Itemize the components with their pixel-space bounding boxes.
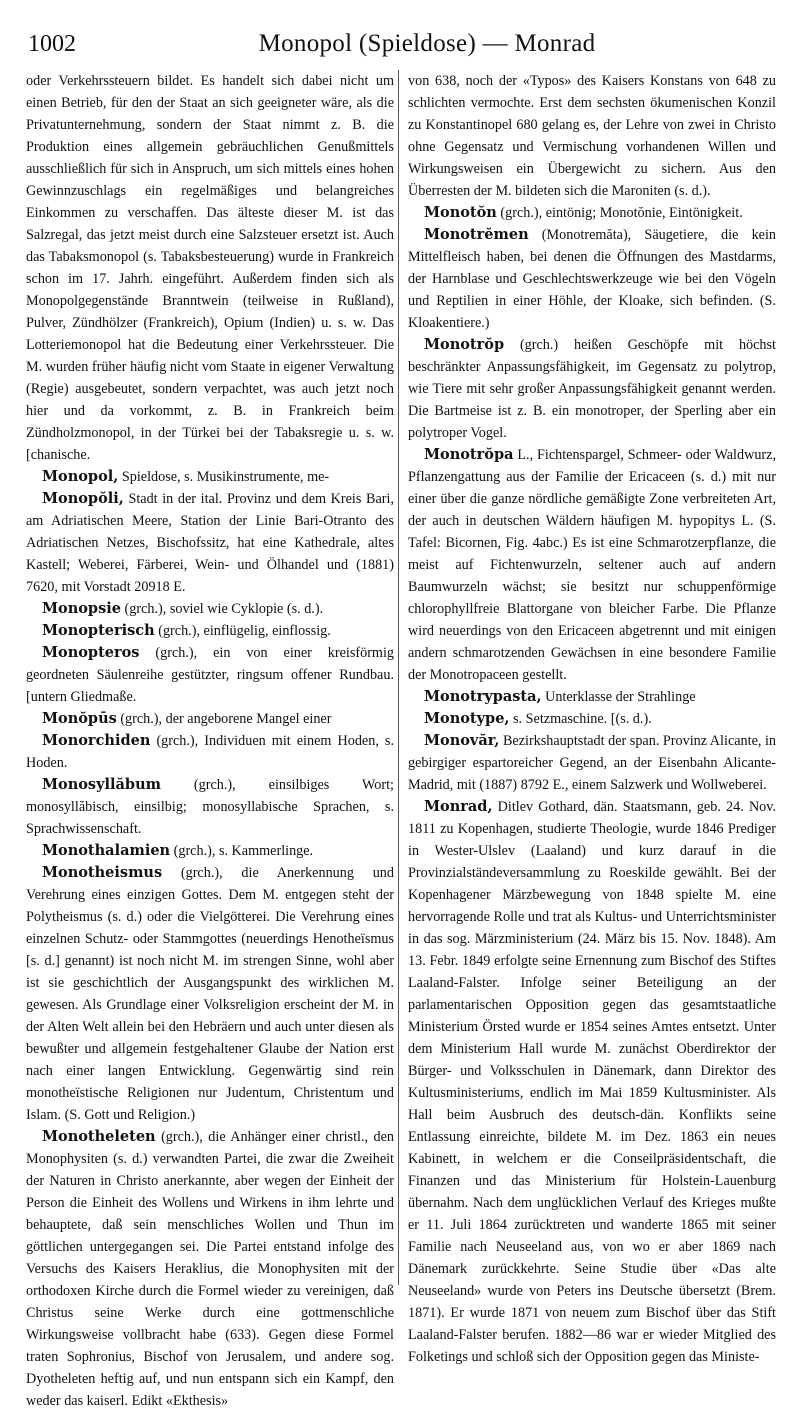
entry-text: (grch.), einflügelig, einflossig. <box>154 623 331 639</box>
entry-headword: Monrad, <box>424 798 493 815</box>
dictionary-entry <box>408 796 776 1368</box>
left-column <box>26 70 394 1412</box>
dictionary-entry <box>408 202 776 224</box>
entry-text: von 638, noch der «Typos» des Kaisers Konstans von 648 zu schlichten vermochte. Erst dem sechsten ökumenischen Konzil zu Konstantinopel 680 gelang es, der Lehre von zwei in Christo ohne Gegensatz und Vermischung vorhandenen Willen und Wirkungsweisen ein Übergewicht zu sichern. Aus den Überresten der M. bildeten sich die Maroniten (s. d.). <box>408 73 776 199</box>
dictionary-entry <box>26 620 394 642</box>
dictionary-entry <box>26 862 394 1126</box>
entry-text: Spieldose, s. Musikinstrumente, me- <box>118 469 330 485</box>
dictionary-entry <box>26 488 394 598</box>
entry-headword: Monotrŏpa <box>424 446 514 463</box>
page-number: 1002 <box>28 31 76 57</box>
dictionary-entry <box>26 642 394 708</box>
entry-headword: Monopsie <box>42 600 121 617</box>
entry-text: (grch.), Individuen mit einem Hoden, s. Hoden. <box>26 733 394 771</box>
entry-text: Ditlev Gothard, dän. Staatsmann, geb. 24. Nov. 1811 zu Kopenhagen, studierte Theologie, wurde 1846 Prediger in Wester-Ulslev (Laaland) und kurz darauf in die Provinzialständeversammlung zu Roeskilde gewählt. Bei der Kopenhagener Märzbewegung von 1848 spielte M. eine hervorragende Rolle und trat als Kultus- und Unterrichtsminister in das sog. Märzministerium (24. März bis 15. Nov. 1848). Am 13. Febr. 1849 erfolgte seine Ernennung zum Bischof des Stiftes Laaland-Falster. Infolge seiner Beteiligung an der parlamentarischen Opposition gegen das gesamtstaatliche Ministerium Örsted wurde er 1854 seines Amtes entsetzt. Unter dem Ministerium Hall wurde M. zunächst Oberdirektor der Bürger- und Volksschulen in Dänemark, dann Direktor des Kultusministeriums, endlich im Mai 1859 Kultusminister. Als Hall beim Ausbruch des deutsch-dän. Konflikts seine Entlassung einreichte, bildete M. im Dez. 1863 ein neues Kabinett, in welchem er die Conseilpräsidentschaft, die Finanzen und das Ministerium für Holstein-Lauenburg übernahm. Nach dem unglücklichen Verlauf des Krieges mußte er 11. Juli 1864 zurücktreten und wanderte 1865 mit seiner Familie nach Neuseeland aus, von wo er aber 1869 nach Dänemark zurückkehrte. Seine Studie über «Das alte Neuseeland» wurde von Peters ins Deutsche übersetzt (Brem. 1871). Er wurde 1871 von neuem zum Bischof über das Stift Laaland-Falster berufen. 1882—86 war er wieder Mitglied des Folketings und schloß sich der Opposition gegen das Ministe- <box>408 799 776 1365</box>
page-header <box>28 30 778 66</box>
entry-headword: Monotheleten <box>42 1128 156 1145</box>
entry-text: (grch.), soviel wie Cyklopie (s. d.). <box>120 601 324 617</box>
entry-text: oder Verkehrssteuern bildet. Es handelt sich dabei nicht um einen Betrieb, für den der Staat an sich geeigneter wäre, als die Privatunternehmung, sondern der Staat nimmt z. B. die Produktion eines allgemein gebräuchlichen Genußmittels ausschließlich für sich in Anspruch, um sich mittels eines hohen Gewinnzuschlags ein regelmäßiges und belangreiches Einkommen zu verschaffen. Das älteste dieser M. ist das Salzregal, das jetzt meist durch eine Salzsteuer ersetzt ist. Auch das Tabaksmonopol (s. Tabaksbesteuerung) wurde in Frankreich schon im 17. Jahrh. eingeführt. Außerdem finden sich als Monopolgegenstände Branntwein (teilweise in Rußland), Pulver, Zündhölzer (Frankreich), Opium (Indien) u. s. w. Das Lotteriemonopol hat die Bedeutung einer Verkehrssteuer. Die M. wurden früher häufig nicht vom Staate in eigener Verwaltung (Regie) ausgebeutet, sondern verpachtet, was auch jetzt noch hier und da vorkommt, z. B. in Frankreich beim Zündholzmonopol, in der Türkei bei der Tabaksregie u. s. w. [chanische. <box>26 73 394 463</box>
dictionary-entry <box>26 708 394 730</box>
entry-text: s. Setzmaschine. [(s. d.). <box>509 711 652 727</box>
dictionary-entry <box>26 730 394 774</box>
entry-headword: Monotrŏp <box>424 336 505 353</box>
entry-text: (grch.), s. Kammerlinge. <box>170 843 314 859</box>
entry-headword: Monopterisch <box>42 622 155 639</box>
entry-text: (grch.), der angeborene Mangel einer <box>116 711 332 727</box>
entry-headword: Monopŏli, <box>42 490 124 507</box>
entry-headword: Monovăr, <box>424 732 500 749</box>
running-title: Monopol (Spieldose) — Monrad <box>258 30 596 57</box>
dictionary-entry <box>408 708 776 730</box>
dictionary-entry <box>26 466 394 488</box>
dictionary-entry <box>26 1126 394 1412</box>
entry-text: Bezirkshauptstadt der span. Provinz Alicante, in gebirgiger espartoreicher Gegend, an der Eisenbahn Alicante-Madrid, mit (1887) 8792 E., einem Salzwerk und Wollweberei. <box>408 733 776 793</box>
entry-headword: Monotrĕmen <box>424 226 529 243</box>
column-divider <box>398 70 399 1285</box>
entry-headword: Monŏpūs <box>42 710 117 727</box>
entry-text: (grch.), eintönig; Monotŏnie, Eintönigkeit. <box>496 205 743 221</box>
dictionary-entry <box>26 774 394 840</box>
entry-text: L., Fichtenspargel, Schmeer- oder Waldwurz, Pflanzengattung aus der Familie der Ericaceen (s. d.) mit nur einer über die ganze nördliche gemäßigte Zone verbreiteten Art, der auch in deutschen Wäldern häufigen M. hypopitys L. (S. Tafel: Bicornen, Fig. 4abc.) Es ist eine Schmarotzerpflanze, die meist auf Fichtenwurzeln, seltener auch auf andern Baumwurzeln wächst; sie besitzt nur schuppenförmige chlorophyllfreie Blattorgane von bleicher Farbe. Die Pflanze wird neuerdings von den Ericaceen abgetrennt und mit einigen andern schmarotzenden Gewächsen in eine besondere Familie der Monotropaceen gestellt. <box>408 447 776 683</box>
entry-headword: Monothalamien <box>42 842 171 859</box>
dictionary-entry <box>26 70 394 466</box>
entry-text: Stadt in der ital. Provinz und dem Kreis Bari, am Adriatischen Meere, Station der Linie Bari-Otranto des Adriatischen Netzes, Bischofssitz, hat eine Kathedrale, altes Kastell; Weberei, Färberei, Wein- und Ölhandel und (1881) 7620, mit Vorstadt 20918 E. <box>26 491 394 595</box>
entry-text: (Monotremăta), Säugetiere, die kein Mittelfleisch haben, bei denen die Öffnungen des Mastdarms, der Harnblase und Geschlechtswerkzeuge wie bei den Vögeln und Reptilien in einer Höhle, der Kloake, sich befinden. (S. Kloakentiere.) <box>408 227 776 331</box>
entry-headword: Monotŏn <box>424 204 497 221</box>
dictionary-entry <box>408 444 776 686</box>
entry-text: (grch.), die Anhänger einer christl., den Monophysiten (s. d.) verwandten Partei, die zwar die Zweiheit der Naturen in Christo anerkannte, aber wegen der Einheit der Person die Einheit des Wollens und Wirkens in ihm lehrte und behauptete, daß sein menschliches Wollen und Thun im göttlichen untergegangen sei. Die Partei entstand infolge des Versuchs des Kaisers Heraklius, die Monophysiten mit der orthodoxen Kirche durch die Formel wieder zu vereinigen, daß Christus seine Werke durch eine gottmenschliche Wirkungsweise vollbracht habe (633). Gegen diese Formel traten Sophronius, Bischof von Jerusalem, und andere sog. Dyotheleten heftig auf, und nun entspann sich ein Kampf, den weder das kaiserl. Edikt «Ekthesis» <box>26 1129 394 1409</box>
entry-text: Unterklasse der Strahlinge <box>541 689 696 705</box>
entry-headword: Monotrypasta, <box>424 688 542 705</box>
entry-headword: Monotheismus <box>42 864 163 881</box>
entry-headword: Monopteros <box>42 644 140 661</box>
dictionary-entry <box>26 840 394 862</box>
entry-text: (grch.) heißen Geschöpfe mit höchst beschränkter Anpassungsfähigkeit, im Gegensatz zu polytrop, wie Tiere mit sehr großer Anpassungsfähigkeit genannt werden. Die Bartmeise ist z. B. ein monotroper, der Sperling aber ein polytroper Vogel. <box>408 337 776 441</box>
entry-text: (grch.), einsilbiges Wort; monosyllăbisch, einsilbig; monosyllabische Sprachen, s. Sprachwissenschaft. <box>26 777 394 837</box>
dictionary-entry <box>408 686 776 708</box>
dictionary-entry <box>408 730 776 796</box>
entry-headword: Monopol, <box>42 468 119 485</box>
dictionary-entry <box>408 334 776 444</box>
right-column <box>408 70 776 1368</box>
entry-headword: Monorchiden <box>42 732 151 749</box>
entry-text: (grch.), ein von einer kreisförmig geordneten Säulenreihe gestützter, ringsum offener Rundbau. [untern Gliedmaße. <box>26 645 394 705</box>
dictionary-entry <box>26 598 394 620</box>
dictionary-entry <box>408 70 776 202</box>
dictionary-entry <box>408 224 776 334</box>
entry-headword: Monosyllăbum <box>42 776 161 793</box>
entry-headword: Monotype, <box>424 710 510 727</box>
entry-text: (grch.), die Anerkennung und Verehrung eines einzigen Gottes. Dem M. entgegen steht der Polytheismus (s. d.) oder die Vielgötterei. Die Verehrung eines einzelnen Schutz- oder Stammgottes (neuerdings Henotheïsmus [s. d.] genannt) ist noch nicht M. im strengen Sinne, wohl aber ist sie geschichtlich der Ausgangspunkt des wirklichen M. gewesen. Als Grundlage einer Volksreligion erscheint der M. in der Alten Welt allein bei den Hebräern und auch unter diesen als bewußter und allgemein festgehaltener Glaube der Nation erst nach einer langen Entwicklung. Gegenwärtig sind rein monotheïstische Religionen nur Judentum, Christentum und Islam. (S. Gott und Religion.) <box>26 865 394 1123</box>
